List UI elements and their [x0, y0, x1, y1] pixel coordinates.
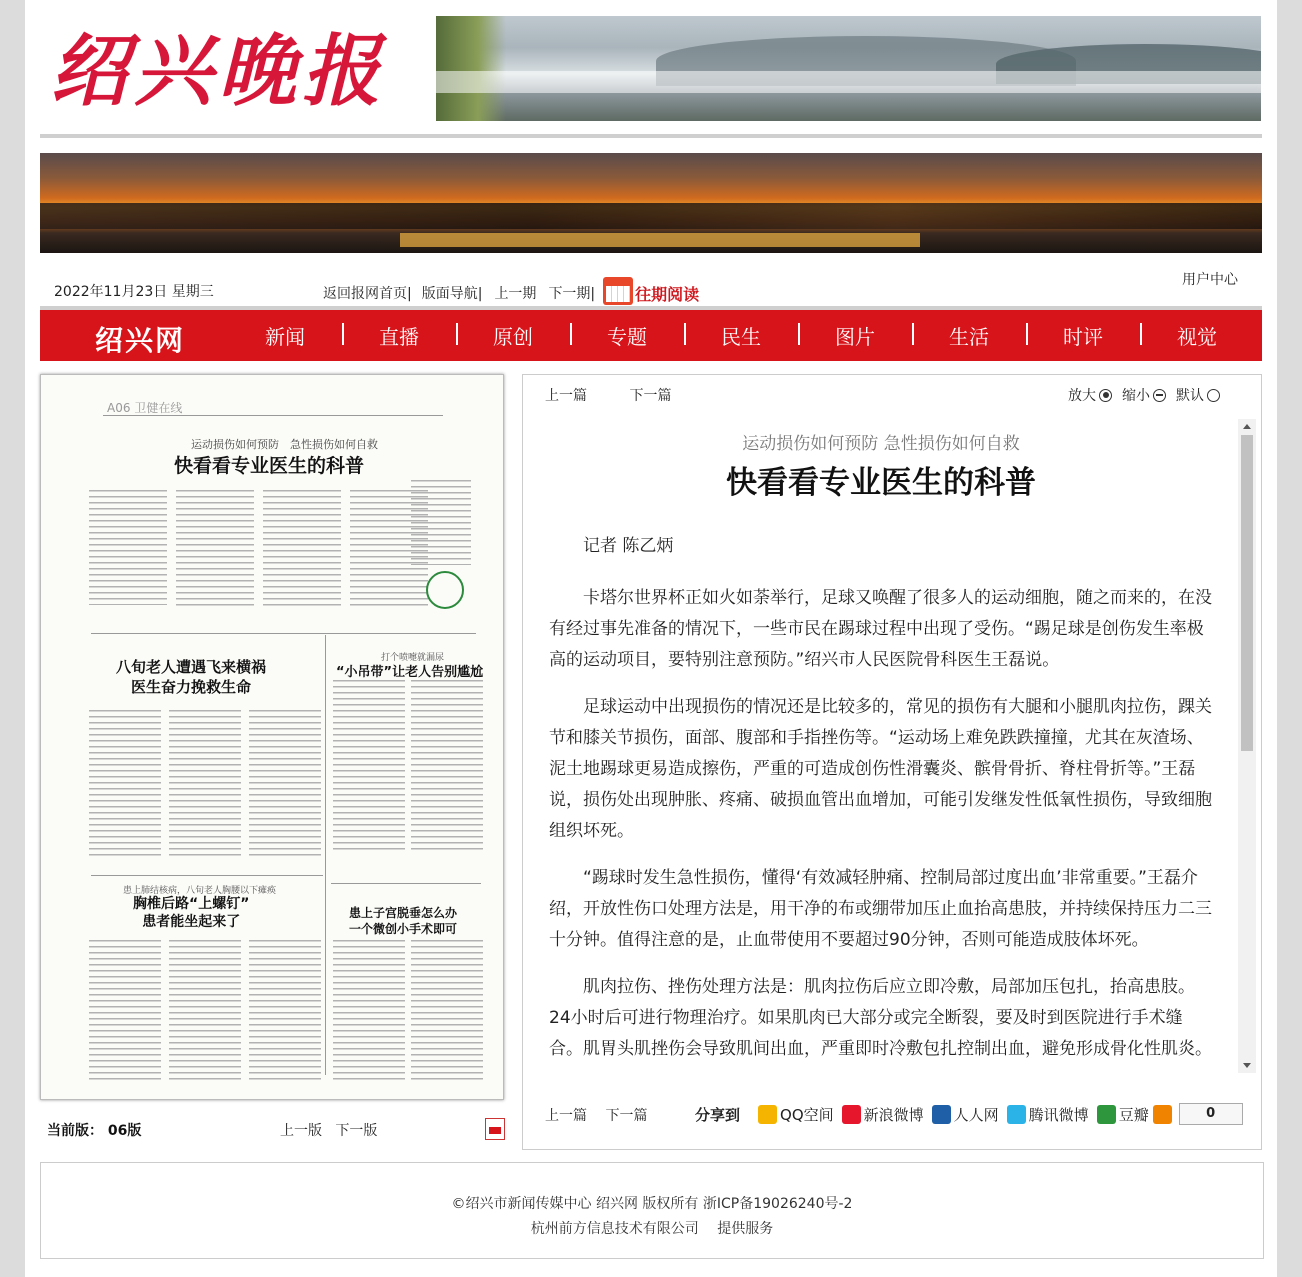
share-qzone[interactable]: QQ空间	[780, 1105, 834, 1124]
np-story4-title[interactable]: 胸椎后路“上螺钉” 患者能坐起来了	[133, 896, 250, 930]
article-scrollbar[interactable]	[1238, 419, 1256, 1073]
page-nav-link[interactable]: 版面导航|	[421, 286, 483, 302]
article-paragraph: “踢球时发生急性损伤，懂得‘有效减轻肿痛、控制局部过度出血’非常重要。”王磊介绍，开放性伤口处理方法是，用干净的布或绷带加压止血抬高患肢，并持续保持压力二三十分钟。值得注意的是，止血带使用不要超过90分钟，否则可能造成肢体坏死。	[549, 868, 1212, 950]
zoom-default-radio[interactable]	[1207, 389, 1220, 402]
article-paragraph: 肌肉拉伤、挫伤处理方法是：肌肉拉伤后应立即冷敷，局部加压包扎，抬高患肢。24小时后可进行物理治疗。如果肌肉已大部分或完全断裂，要及时到医院进行手术缝合。肌胃头肌挫伤会导致肌间出血，严重即时冷敷包扎控制出血，避免形成骨化性肌炎。	[549, 977, 1212, 1059]
next-article-link-bottom[interactable]: 下一篇	[605, 1108, 648, 1124]
share-label: 分享到	[695, 1105, 741, 1124]
np-kicker: 运动损伤如何预防 急性损伤如何自救	[191, 438, 378, 451]
share-count: 0	[1179, 1103, 1243, 1125]
weibo-icon[interactable]	[842, 1105, 861, 1124]
issue-nav	[323, 279, 701, 307]
np-story4-kicker: 患上肺结核病，八旬老人胸腰以下瘫痪	[123, 886, 277, 896]
nav-item-visual[interactable]: 视觉	[1140, 321, 1254, 350]
divider	[40, 134, 1262, 138]
hospital-seal-icon	[426, 571, 464, 609]
page-nav	[280, 1120, 377, 1140]
next-issue-link[interactable]: 下一期|	[548, 286, 596, 302]
share-tencent-weibo[interactable]: 腾讯微博	[1028, 1105, 1089, 1124]
next-page-link[interactable]: 下一版	[335, 1123, 378, 1139]
home-link[interactable]: 返回报网首页|	[323, 286, 412, 302]
site-logo[interactable]: 绍兴网	[95, 324, 186, 357]
article-bottom-bar	[523, 1095, 1261, 1135]
service-provider: 杭州前方信息技术有限公司 提供服务	[530, 1221, 774, 1237]
main-nav	[40, 310, 1262, 361]
next-article-link[interactable]: 下一篇	[629, 388, 672, 404]
share-douban[interactable]: 豆瓣	[1118, 1105, 1149, 1124]
share-renren[interactable]: 人人网	[953, 1105, 999, 1124]
zoom-out-label[interactable]: 缩小	[1122, 388, 1150, 404]
article-body	[549, 531, 1215, 1073]
np-story2-title[interactable]: 八旬老人遭遇飞来横祸 医生奋力挽救生命	[116, 658, 267, 696]
nav-item-live[interactable]: 直播	[342, 321, 456, 350]
article-reporter: 记者 陈乙炳	[583, 536, 674, 556]
np-story3-kicker: 打个喷嚏就漏尿	[381, 653, 445, 663]
article-content	[523, 419, 1239, 1073]
scroll-up-icon[interactable]	[1243, 424, 1251, 429]
nav-item-topics[interactable]: 专题	[570, 321, 684, 350]
nav-item-commentary[interactable]: 时评	[1026, 321, 1140, 350]
scroll-down-icon[interactable]	[1243, 1063, 1251, 1068]
article-paragraph: 足球运动中出现损伤的情况还是比较多的，常见的损伤有大腿和小腿肌肉拉伤，踝关节和膝关节损伤，面部、腹部和手指挫伤等。“运动场上难免跌跌撞撞，尤其在灰渣场、泥土地踢球更易造成擦伤，严重的可造成创伤性滑囊炎、髌骨骨折、脊柱骨折等。”王磊说，损伤处出现肿胀、疼痛、破损血管出血增加，可能引发继发性低氧性损伤，导致细胞组织坏死。	[549, 697, 1212, 841]
issue-date: 2022年11月23日 星期三	[54, 284, 214, 300]
zoom-in-radio[interactable]	[1099, 389, 1112, 402]
pdf-icon[interactable]	[485, 1118, 505, 1140]
header-banner-sunset	[40, 153, 1262, 253]
share-weibo[interactable]: 新浪微博	[863, 1105, 924, 1124]
nav-item-news[interactable]: 新闻	[265, 325, 305, 349]
newspaper-page-view[interactable]	[40, 374, 504, 1100]
nav-item-photos[interactable]: 图片	[798, 321, 912, 350]
past-issues-link[interactable]: 往期阅读	[635, 284, 700, 304]
renren-icon[interactable]	[932, 1105, 951, 1124]
np-story3-title[interactable]: “小吊带”让老人告别尴尬	[336, 665, 484, 680]
prev-page-link[interactable]: 上一版	[280, 1123, 322, 1139]
qzone-icon[interactable]	[758, 1105, 777, 1124]
zoom-default-label[interactable]: 默认	[1176, 388, 1204, 404]
calendar-icon[interactable]	[603, 277, 633, 305]
np-page-label: A06 卫健在线	[107, 401, 183, 415]
zoom-out-radio[interactable]	[1153, 389, 1166, 402]
douban-icon[interactable]	[1097, 1105, 1116, 1124]
current-page: 当前版： 06版	[47, 1123, 142, 1139]
nav-item-livelihood[interactable]: 民生	[684, 321, 798, 350]
prev-article-link[interactable]: 上一篇	[545, 388, 587, 404]
scroll-thumb[interactable]	[1241, 435, 1253, 751]
nav-menu	[228, 310, 1254, 361]
prev-issue-link[interactable]: 上一期	[494, 286, 537, 302]
zoom-in-label[interactable]: 放大	[1068, 388, 1096, 404]
np-story5-title[interactable]: 患上子宫脱垂怎么办 一个微创小手术即可	[349, 906, 458, 936]
font-zoom-controls	[1068, 385, 1230, 405]
user-center-link[interactable]: 用户中心	[1182, 272, 1238, 288]
article-title: 快看看专业医生的科普	[726, 465, 1036, 501]
date-bar	[40, 262, 1262, 310]
article-paragraph: 卡塔尔世界杯正如火如荼举行，足球又唤醒了很多人的运动细胞，随之而来的，在没有经过事先准备的情况下，一些市民在踢球过程中出现了受伤。“踢足球是创伤发生率极高的运动项目，要特别注意预防。”绍兴市人民医院骨科医生王磊说。	[549, 588, 1212, 670]
np-headline[interactable]: 快看看专业医生的科普	[174, 455, 365, 477]
share-more-icon[interactable]	[1153, 1105, 1172, 1124]
nav-item-original[interactable]: 原创	[456, 321, 570, 350]
newspaper-logo[interactable]: 绍兴晚报	[50, 26, 387, 117]
article-panel	[522, 374, 1262, 1150]
header-banner-lake	[436, 16, 1261, 121]
prev-article-link-bottom[interactable]: 上一篇	[545, 1108, 587, 1124]
article-subtitle: 运动损伤如何预防 急性损伤如何自救	[742, 434, 1020, 454]
newspaper-page-image[interactable]	[41, 375, 503, 1099]
tencent-weibo-icon[interactable]	[1007, 1105, 1026, 1124]
share-bar	[695, 1103, 1243, 1125]
article-toolbar	[523, 375, 1261, 411]
footer	[40, 1162, 1264, 1259]
page	[25, 0, 1277, 1277]
copyright: ©绍兴市新闻传媒中心 绍兴网 版权所有 浙ICP备19026240号-2	[451, 1196, 853, 1212]
nav-item-life[interactable]: 生活	[912, 321, 1026, 350]
